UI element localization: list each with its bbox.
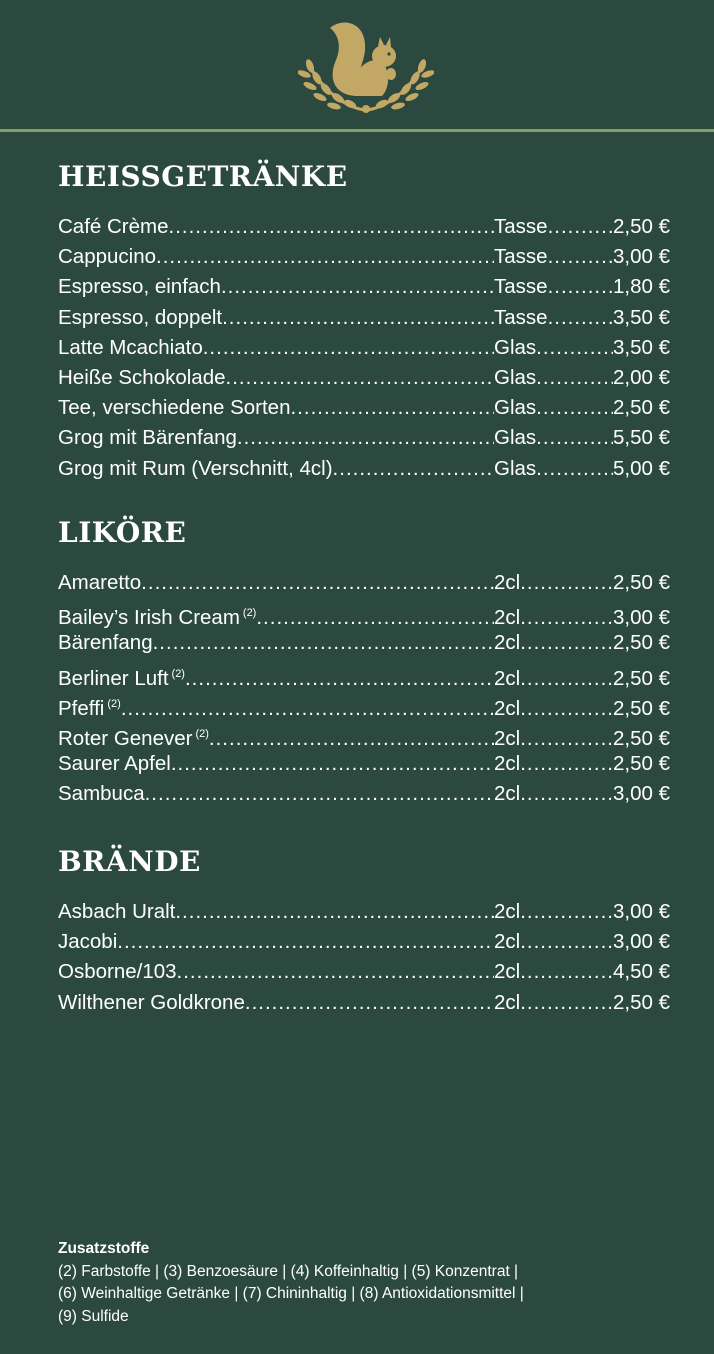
- item-name-text: Sambuca: [58, 782, 145, 806]
- dot-leader: [536, 423, 613, 453]
- item-name: [58, 363, 226, 393]
- item-name: [58, 272, 221, 302]
- dot-leader: [548, 272, 613, 302]
- item-price: 2,50 €: [613, 215, 670, 238]
- menu-item-row: [58, 689, 670, 719]
- item-name-text: Latte Mcachiato: [58, 335, 203, 359]
- item-price: 2,00 €: [613, 365, 670, 389]
- footnote-line: (9) Sulfide: [58, 1307, 129, 1325]
- item-unit: 2cl: [494, 571, 521, 594]
- unit-price-group: [494, 423, 670, 453]
- footnote-line: (6) Weinhaltige Getränke | (7) Chininhaltig | (8) Antioxidationsmittel |: [58, 1285, 524, 1302]
- dot-leader: [536, 363, 613, 393]
- section-title: HEISSGETRÄNKE: [58, 160, 348, 193]
- dot-leader: [520, 927, 613, 957]
- item-unit: 2cl: [494, 990, 521, 1014]
- dot-leader: [333, 454, 494, 484]
- additive-note: (2): [242, 607, 257, 620]
- item-unit: 2cl: [494, 960, 521, 984]
- dot-leader: [185, 664, 494, 694]
- item-price: 2,50 €: [613, 571, 670, 594]
- item-unit: 2cl: [494, 930, 521, 954]
- menu-item-row: [58, 779, 670, 809]
- dot-leader: [226, 363, 494, 393]
- item-name-text: Café Crème: [58, 215, 169, 238]
- item-name-text: Espresso, einfach: [58, 275, 221, 299]
- section-hot-drinks: [58, 160, 670, 484]
- item-price: 2,50 €: [613, 726, 670, 750]
- dot-leader: [245, 988, 494, 1018]
- unit-price-group: [494, 242, 670, 272]
- unit-price-group: [494, 212, 670, 242]
- dot-leader: [520, 988, 613, 1018]
- menu-item-row: [58, 454, 670, 484]
- menu-item-row: [58, 393, 670, 423]
- item-name-text: Grog mit Rum (Verschnitt, 4cl): [58, 456, 333, 480]
- additives-footnote: [58, 1238, 618, 1328]
- item-name: [58, 957, 177, 987]
- dot-leader: [520, 694, 613, 724]
- item-unit: 2cl: [494, 696, 521, 720]
- header-divider: [0, 129, 714, 132]
- item-name: [58, 303, 222, 333]
- item-price: 2,50 €: [613, 666, 670, 690]
- item-price: 2,50 €: [613, 752, 670, 776]
- item-name-text: Berliner Luft: [58, 666, 169, 690]
- unit-price-group: [494, 957, 670, 987]
- item-price: 3,00 €: [613, 900, 670, 923]
- dot-leader: [117, 927, 494, 957]
- item-name: [58, 242, 156, 272]
- item-unit: 2cl: [494, 666, 521, 690]
- dot-leader: [520, 568, 613, 598]
- menu-item-row: [58, 719, 670, 749]
- dot-leader: [520, 957, 613, 987]
- item-unit: 2cl: [494, 752, 521, 776]
- item-price: 2,50 €: [613, 696, 670, 720]
- menu-item-row: [58, 927, 670, 957]
- additive-note: (2): [195, 727, 209, 740]
- unit-price-group: [494, 454, 670, 484]
- dot-leader: [169, 212, 494, 242]
- item-name-text: Tee, verschiedene Sorten: [58, 396, 291, 420]
- dot-leader: [221, 272, 494, 302]
- item-name: [58, 212, 169, 242]
- item-name-text: Espresso, doppelt: [58, 305, 223, 329]
- menu-item-row: [58, 659, 670, 689]
- menu-item-row: [58, 242, 670, 272]
- item-name-text: Pfeffi: [58, 696, 105, 720]
- menu-item-row: [58, 363, 670, 393]
- additive-note: (2): [107, 697, 121, 710]
- item-price: 3,00 €: [613, 606, 670, 630]
- unit-price-group: [494, 393, 670, 423]
- item-name: [58, 393, 290, 423]
- item-unit: 2cl: [494, 900, 521, 923]
- dot-leader: [171, 749, 494, 779]
- item-name-text: Roter Genever: [58, 726, 193, 750]
- item-name: [58, 423, 237, 453]
- section-brandies: [58, 845, 670, 1018]
- dot-leader: [520, 628, 613, 658]
- item-name: [58, 897, 175, 927]
- unit-price-group: [494, 694, 670, 724]
- item-unit: 2cl: [494, 631, 521, 655]
- menu-item-row: [58, 423, 670, 453]
- item-price: 3,00 €: [613, 782, 670, 806]
- item-price: 3,00 €: [613, 245, 670, 269]
- dot-leader: [175, 897, 494, 927]
- item-unit: 2cl: [494, 726, 521, 750]
- squirrel-logo-icon: [298, 12, 434, 116]
- dot-leader: [141, 568, 494, 598]
- item-unit: 2cl: [494, 606, 521, 630]
- additive-note: (2): [171, 667, 185, 680]
- item-name: [58, 779, 145, 809]
- dot-leader: [536, 393, 613, 423]
- dot-leader: [548, 303, 613, 333]
- menu-item-row: [58, 598, 670, 628]
- item-unit: Glas: [494, 456, 537, 480]
- menu-item-row: [58, 957, 670, 987]
- unit-price-group: [494, 897, 670, 927]
- menu-item-row: [58, 897, 670, 927]
- unit-price-group: [494, 303, 670, 333]
- dot-leader: [520, 897, 613, 927]
- menu-item-row: [58, 272, 670, 302]
- item-unit: Glas: [494, 365, 537, 389]
- dot-leader: [237, 423, 494, 453]
- dot-leader: [222, 303, 494, 333]
- dot-leader: [153, 628, 494, 658]
- item-name-text: Asbach Uralt: [58, 900, 176, 923]
- menu-item-row: [58, 333, 670, 363]
- item-unit: Tasse: [494, 245, 548, 269]
- item-price: 1,80 €: [613, 275, 670, 299]
- item-unit: Tasse: [494, 305, 548, 329]
- item-unit: Tasse: [494, 215, 548, 238]
- section-liqueurs: [58, 516, 670, 810]
- dot-leader: [177, 957, 494, 987]
- item-name-text: Saurer Apfel: [58, 752, 171, 776]
- footnote-title: Zusatzstoffe: [58, 1240, 150, 1257]
- item-price: 4,50 €: [613, 960, 670, 984]
- footnote-line: (2) Farbstoffe | (3) Benzoesäure | (4) Koffeinhaltig | (5) Konzentrat |: [58, 1262, 519, 1280]
- dot-leader: [145, 779, 494, 809]
- dot-leader: [520, 749, 613, 779]
- dot-leader: [203, 333, 494, 363]
- unit-price-group: [494, 568, 670, 598]
- dot-leader: [536, 454, 613, 484]
- dot-leader: [520, 779, 613, 809]
- item-price: 5,00 €: [613, 456, 670, 480]
- item-name-text: Wilthener Goldkrone: [58, 990, 245, 1014]
- item-name: [58, 454, 333, 484]
- item-unit: 2cl: [494, 782, 521, 806]
- item-price: 3,50 €: [613, 305, 670, 329]
- dot-leader: [548, 242, 613, 272]
- item-price: 2,50 €: [613, 631, 670, 655]
- item-price: 3,50 €: [613, 335, 670, 359]
- item-unit: Glas: [494, 335, 537, 359]
- item-unit: Glas: [494, 426, 537, 450]
- item-price: 2,50 €: [613, 396, 670, 420]
- item-price: 2,50 €: [613, 990, 670, 1014]
- item-name: [58, 333, 203, 363]
- item-unit: Glas: [494, 396, 537, 420]
- unit-price-group: [494, 988, 670, 1018]
- item-name: [58, 568, 141, 598]
- menu-item-row: [58, 749, 670, 779]
- item-name-text: Amaretto: [58, 571, 142, 594]
- menu-item-row: [58, 988, 670, 1018]
- unit-price-group: [494, 272, 670, 302]
- dot-leader: [156, 242, 494, 272]
- dot-leader: [548, 212, 613, 242]
- item-name: [58, 749, 171, 779]
- menu-item-row: [58, 212, 670, 242]
- unit-price-group: [494, 749, 670, 779]
- item-unit: Tasse: [494, 275, 548, 299]
- menu-item-row: [58, 303, 670, 333]
- item-name: [58, 628, 153, 658]
- item-price: 5,50 €: [613, 426, 670, 450]
- item-name-text: Heiße Schokolade: [58, 365, 226, 389]
- item-name-text: Bärenfang: [58, 631, 153, 655]
- unit-price-group: [494, 779, 670, 809]
- item-name-text: Bailey’s Irish Cream: [58, 606, 240, 630]
- item-name-text: Cappucino: [58, 245, 157, 269]
- dot-leader: [290, 393, 494, 423]
- menu-item-row: [58, 628, 670, 658]
- item-name-text: Jacobi: [58, 930, 118, 954]
- unit-price-group: [494, 664, 670, 694]
- unit-price-group: [494, 628, 670, 658]
- unit-price-group: [494, 363, 670, 393]
- unit-price-group: [494, 333, 670, 363]
- item-name-text: Osborne/103: [58, 960, 177, 984]
- section-title: BRÄNDE: [58, 845, 201, 878]
- item-name-text: Grog mit Bärenfang: [58, 426, 237, 450]
- item-name: [58, 927, 117, 957]
- unit-price-group: [494, 927, 670, 957]
- section-title: LIKÖRE: [58, 516, 187, 549]
- item-name: [58, 988, 245, 1018]
- menu-item-row: [58, 568, 670, 598]
- dot-leader: [520, 664, 613, 694]
- item-price: 3,00 €: [613, 930, 670, 954]
- dot-leader: [536, 333, 613, 363]
